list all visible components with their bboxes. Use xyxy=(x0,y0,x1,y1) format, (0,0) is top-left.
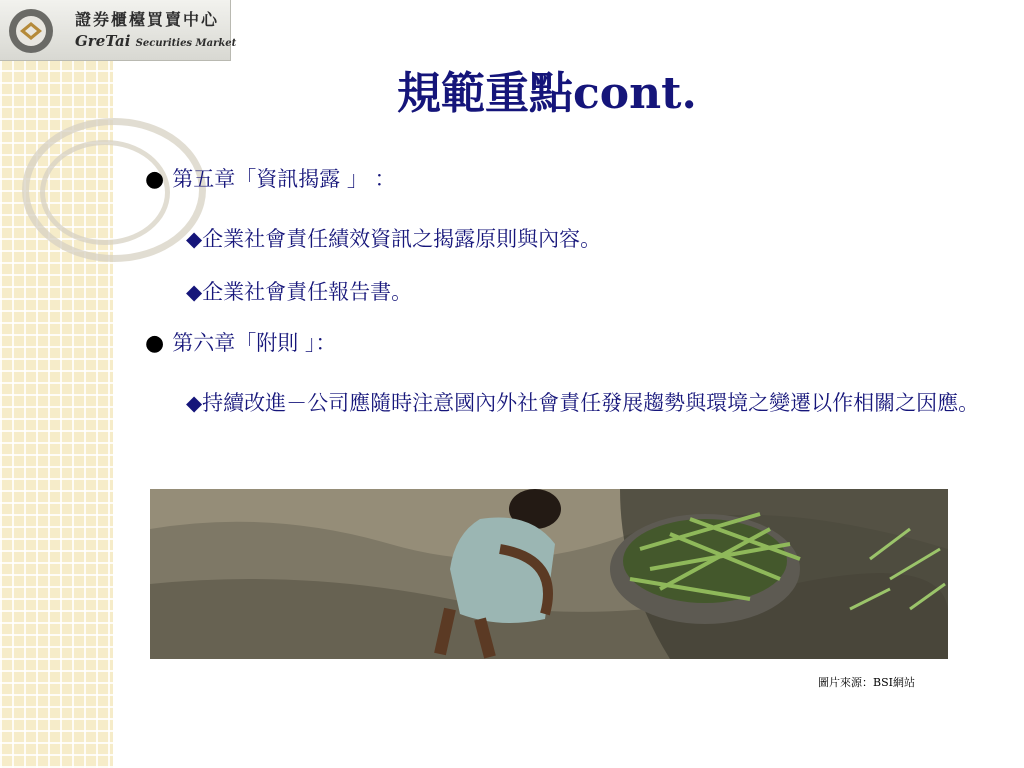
sidebar-pattern xyxy=(0,0,113,768)
sub-bullet-text: 企業社會責任績效資訊之揭露原則與內容。 xyxy=(202,227,602,251)
image-caption: 圖片來源：BSI網站 xyxy=(818,676,915,689)
page-title: 規範重點cont. xyxy=(397,68,697,119)
logo-english-name xyxy=(75,32,236,50)
diamond-icon: ◆ xyxy=(186,227,203,251)
child-planting-photo xyxy=(150,489,948,659)
diamond-icon: ◆ xyxy=(186,280,203,304)
sub-bullet xyxy=(186,275,946,309)
logo-english-main: GreTai xyxy=(75,32,131,50)
gretai-logo xyxy=(0,0,237,61)
sub-bullet xyxy=(186,222,946,256)
bullet-dot-icon: ● xyxy=(145,331,165,356)
bullet-dot-icon: ● xyxy=(145,167,165,192)
sub-bullet-text: 企業社會責任報告書。 xyxy=(202,280,413,304)
diamond-icon: ◆ xyxy=(186,391,203,415)
sub-bullet xyxy=(186,386,980,420)
bullet-label: 第六章「附則 」： xyxy=(172,331,337,355)
bullet-chapter-5 xyxy=(145,167,396,193)
logo-chinese-name: 證券櫃檯買賣中心 xyxy=(75,10,220,29)
bullet-chapter-6 xyxy=(145,331,336,357)
gretai-logo-icon xyxy=(6,6,56,56)
logo-english-sub: Securities Market xyxy=(135,38,237,49)
sub-bullet-text: 持續改進－公司應隨時注意國內外社會責任發展趨勢與環境之變遷以作相關之因應。 xyxy=(202,391,980,415)
bullet-label: 第五章「資訊揭露 」 ： xyxy=(172,167,396,191)
photo-illustration xyxy=(150,489,948,659)
